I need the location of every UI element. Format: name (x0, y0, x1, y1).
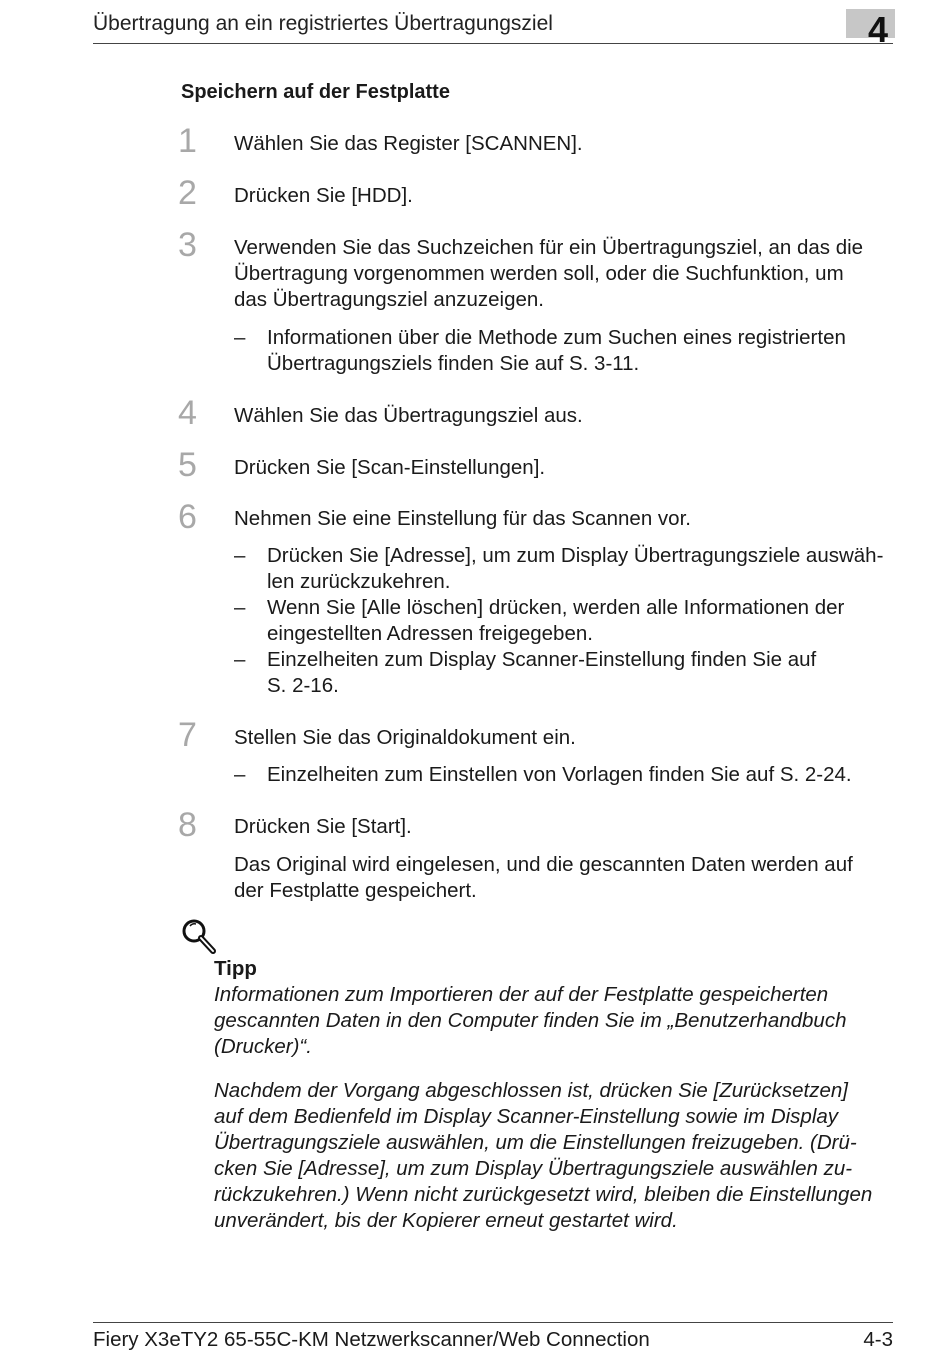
text-line: Drücken Sie [HDD]. (234, 184, 413, 207)
dash-bullet: – (234, 544, 246, 567)
text-line: Nachdem der Vorgang abgeschlossen ist, drücken Sie [Zurücksetzen] (214, 1079, 848, 1102)
footer-product-name: Fiery X3eTY2 65-55C-KM Netzwerkscanner/Web Connection (93, 1328, 650, 1351)
step-number: 6 (178, 498, 197, 536)
step-number: 1 (178, 122, 197, 160)
text-line: Einzelheiten zum Display Scanner-Einstellung finden Sie auf (267, 648, 817, 671)
text-line: S. 2-16. (267, 674, 339, 697)
step-number: 7 (178, 716, 197, 754)
text-line: Stellen Sie das Originaldokument ein. (234, 726, 576, 749)
header-divider (93, 43, 893, 44)
dash-bullet: – (234, 763, 246, 786)
sub-item-text (267, 325, 897, 377)
text-line: Wenn Sie [Alle löschen] drücken, werden alle Informationen der (267, 596, 845, 619)
sub-item-text (267, 543, 897, 595)
step-result (234, 852, 894, 904)
step-text (234, 725, 894, 751)
text-line: das Übertragungsziel anzuzeigen. (234, 288, 544, 311)
step-text (234, 131, 894, 157)
step-text (234, 455, 894, 481)
dash-bullet: – (234, 648, 246, 671)
text-line: Informationen zum Importieren der auf der Festplatte gespeicherten (214, 983, 829, 1006)
tip-paragraph (214, 982, 894, 1060)
text-line: Übertragungsziels finden Sie auf S. 3-11. (267, 352, 640, 375)
text-line: eingestellten Adressen freigegeben. (267, 622, 593, 645)
step-text (234, 403, 894, 429)
text-line: auf dem Bedienfeld im Display Scanner-Einstellung sowie im Display (214, 1105, 839, 1128)
dash-bullet: – (234, 326, 246, 349)
chapter-number: 4 (868, 9, 889, 50)
step-number: 4 (178, 394, 197, 432)
text-line: Das Original wird eingelesen, und die gescannten Daten werden auf (234, 853, 853, 876)
running-header-title: Übertragung an ein registriertes Übertragungsziel (93, 12, 553, 35)
text-line: unverändert, bis der Kopierer erneut gestartet wird. (214, 1209, 678, 1232)
text-line: Drücken Sie [Adresse], um zum Display Übertragungsziele auswäh- (267, 544, 884, 567)
text-line: Drücken Sie [Start]. (234, 815, 412, 838)
tip-title: Tipp (214, 957, 257, 980)
text-line: gescannten Daten in den Computer finden Sie im „Benutzerhandbuch (214, 1009, 847, 1032)
step-number: 8 (178, 806, 197, 844)
sub-item-text (267, 647, 897, 699)
step-text (234, 506, 894, 532)
text-line: Übertragung vorgenommen werden soll, oder die Suchfunktion, um (234, 262, 844, 285)
magnifier-icon (181, 918, 217, 954)
text-line: (Drucker)“. (214, 1035, 312, 1058)
step-text (234, 814, 894, 840)
sub-item-text (267, 595, 897, 647)
step-number: 5 (178, 446, 197, 484)
step-number: 3 (178, 226, 197, 264)
tip-paragraph (214, 1078, 894, 1234)
text-line: Nehmen Sie eine Einstellung für das Scannen vor. (234, 507, 691, 530)
text-line: Übertragungsziele auswählen, um die Einstellungen freizugeben. (Drü- (214, 1131, 857, 1154)
text-line: Drücken Sie [Scan-Einstellungen]. (234, 456, 546, 479)
text-line: len zurückzukehren. (267, 570, 451, 593)
text-line: der Festplatte gespeichert. (234, 879, 477, 902)
text-line: Einzelheiten zum Einstellen von Vorlagen finden Sie auf S. 2-24. (267, 763, 852, 786)
page-number: 4-3 (863, 1328, 893, 1351)
sub-item-text (267, 762, 897, 788)
text-line: Verwenden Sie das Suchzeichen für ein Übertragungsziel, an das die (234, 236, 864, 259)
step-text (234, 235, 894, 313)
text-line: rückzukehren.) Wenn nicht zurückgesetzt wird, bleiben die Einstellungen (214, 1183, 873, 1206)
footer-divider (93, 1322, 893, 1323)
text-line: Wählen Sie das Register [SCANNEN]. (234, 132, 583, 155)
section-heading: Speichern auf der Festplatte (181, 81, 450, 103)
text-line: cken Sie [Adresse], um zum Display Übertragungsziele auswählen zu- (214, 1157, 853, 1180)
text-line: Informationen über die Methode zum Suchen eines registrierten (267, 326, 846, 349)
text-line: Wählen Sie das Übertragungsziel aus. (234, 404, 583, 427)
step-number: 2 (178, 174, 197, 212)
dash-bullet: – (234, 596, 246, 619)
step-text (234, 183, 894, 209)
